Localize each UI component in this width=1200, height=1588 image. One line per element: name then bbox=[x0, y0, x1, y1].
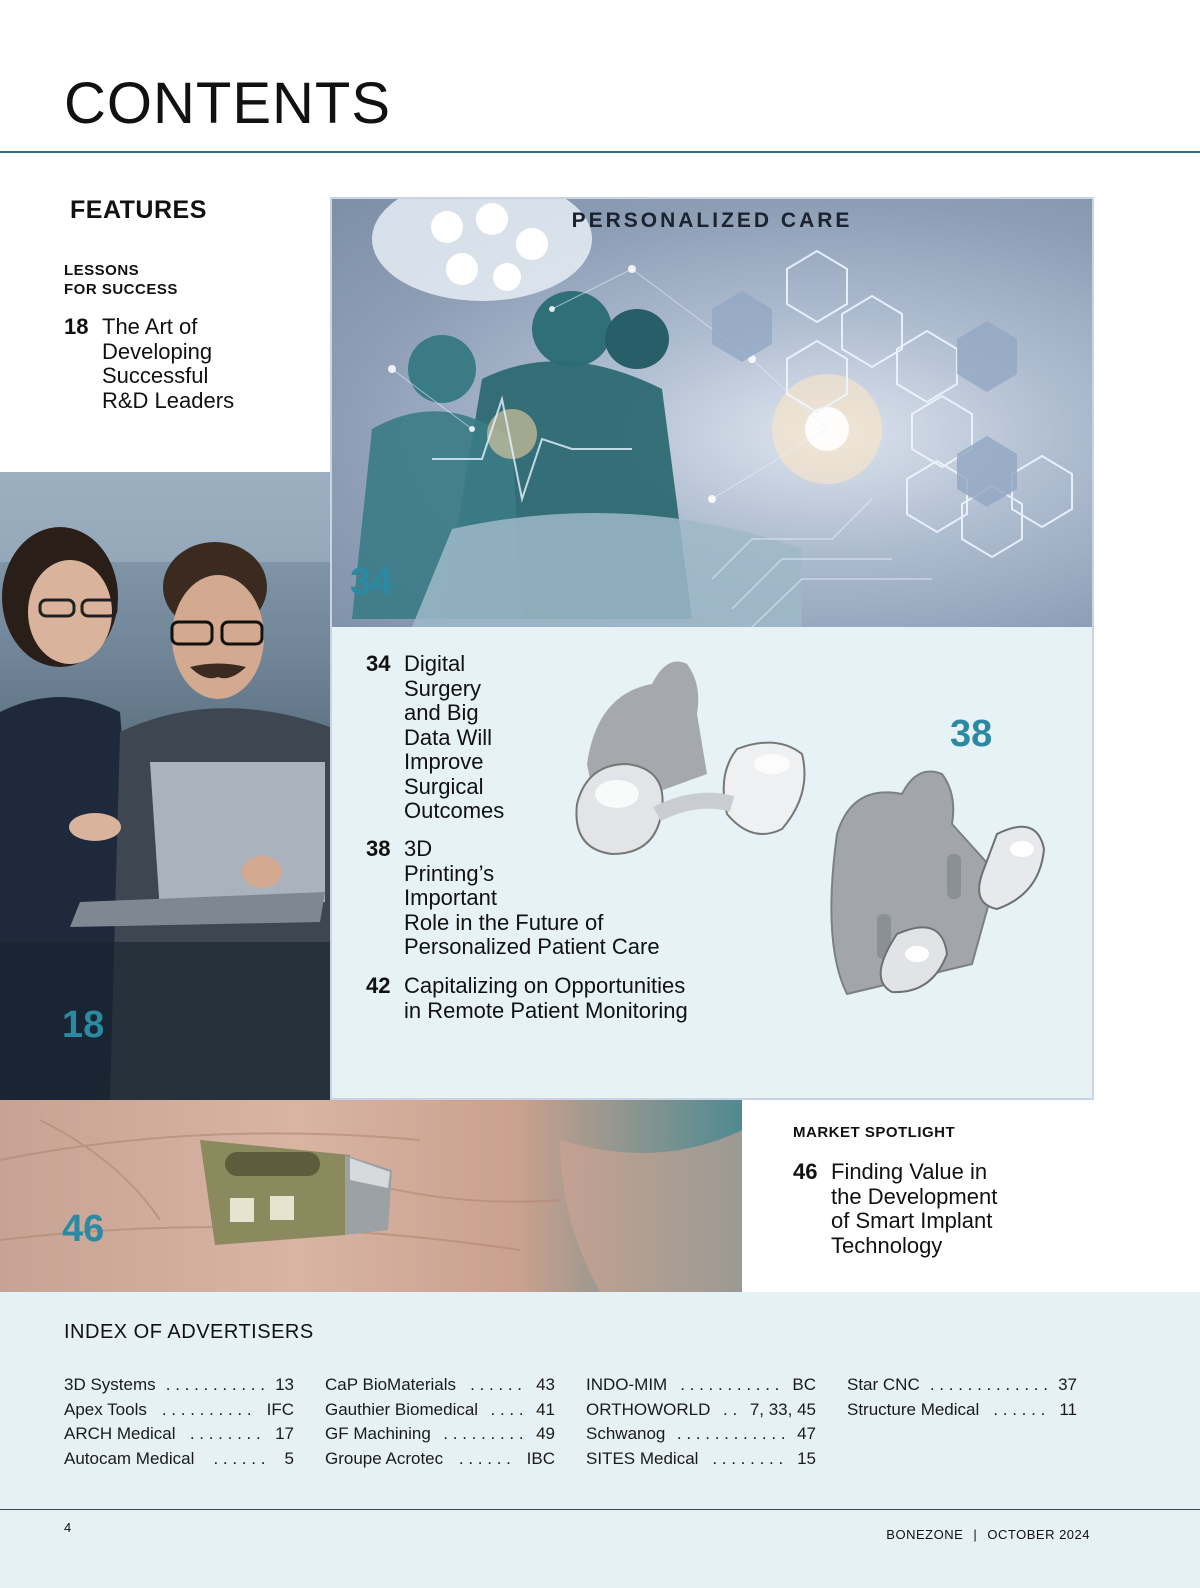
footer-separator: | bbox=[973, 1527, 978, 1542]
page-number: 4 bbox=[64, 1520, 72, 1535]
advertiser-page: BC bbox=[792, 1375, 816, 1394]
knee-implant-2-image bbox=[822, 764, 1052, 1004]
advertiser-page: 13 bbox=[275, 1375, 294, 1394]
advertiser-page: 15 bbox=[797, 1449, 816, 1469]
advertiser-row[interactable] bbox=[586, 1373, 816, 1398]
advertiser-page: 7, 33, 45 bbox=[749, 1399, 816, 1419]
advertiser-name: Groupe Acrotec bbox=[325, 1449, 444, 1469]
advertiser-row[interactable] bbox=[325, 1398, 555, 1423]
advertiser-page: 17 bbox=[275, 1424, 294, 1444]
advertiser-name: SITES Medical bbox=[586, 1449, 699, 1469]
advertiser-name: GF Machining bbox=[325, 1424, 431, 1444]
advertiser-name: ORTHOWORLD bbox=[586, 1399, 711, 1419]
index-heading: INDEX OF ADVERTISERS bbox=[64, 1321, 314, 1343]
toc-entry-title: Capitalizing on Opportunities in Remote Patient Monitoring bbox=[404, 973, 688, 1023]
advertiser-name: Gauthier Biomedical bbox=[325, 1399, 479, 1419]
surgery-photo-number: 34 bbox=[350, 561, 393, 603]
advertiser-name: ARCH Medical bbox=[64, 1424, 176, 1444]
people-laptop-illustration bbox=[0, 472, 330, 1100]
advertiser-name: Structure Medical bbox=[847, 1399, 980, 1419]
toc-entry-title: Finding Value in the Development of Smart Implant Technology bbox=[831, 1159, 998, 1258]
footer-rule bbox=[0, 1509, 1200, 1510]
advertiser-row[interactable] bbox=[325, 1422, 555, 1447]
advertiser-row[interactable] bbox=[64, 1447, 294, 1472]
advertiser-row[interactable] bbox=[325, 1447, 555, 1472]
advertiser-name: Autocam Medical bbox=[64, 1449, 195, 1469]
advertiser-leader: . . . . . . bbox=[454, 1449, 516, 1469]
toc-entry-number: 42 bbox=[366, 973, 391, 998]
lessons-kicker-line1: LESSONS bbox=[64, 262, 140, 279]
knee-implant-1-image bbox=[557, 654, 817, 864]
toc-entry-number: 46 bbox=[793, 1159, 818, 1184]
footer-publication-info bbox=[886, 1527, 1090, 1542]
advertiser-name: Apex Tools bbox=[64, 1399, 147, 1419]
toc-entry-title: 3D Printing’s Important Role in the Future of Personalized Patient Care bbox=[404, 836, 660, 959]
advertiser-page: IFC bbox=[266, 1399, 294, 1419]
advertiser-row[interactable] bbox=[64, 1373, 294, 1398]
advertiser-column-1 bbox=[64, 1373, 294, 1472]
market-spotlight-kicker: MARKET SPOTLIGHT bbox=[793, 1124, 956, 1141]
advertiser-row[interactable] bbox=[586, 1398, 816, 1423]
lessons-kicker-line2: FOR SUCCESS bbox=[64, 281, 178, 298]
toc-entry-number: 34 bbox=[366, 651, 391, 676]
implant-number: 38 bbox=[950, 713, 993, 755]
advertiser-leader: . . . . bbox=[485, 1399, 529, 1419]
people-photo-number: 18 bbox=[62, 1004, 105, 1046]
advertiser-row[interactable] bbox=[586, 1422, 816, 1447]
features-heading: FEATURES bbox=[70, 196, 207, 224]
advertiser-row[interactable] bbox=[64, 1398, 294, 1423]
advertiser-page: 5 bbox=[284, 1449, 294, 1469]
toc-entry-38[interactable] bbox=[366, 837, 660, 960]
toc-entry-number: 38 bbox=[366, 836, 391, 861]
people-laptop-photo bbox=[0, 472, 330, 1100]
advertiser-page: 49 bbox=[536, 1424, 555, 1444]
hand-photo-number: 46 bbox=[62, 1208, 105, 1250]
advertiser-column-4 bbox=[847, 1373, 1077, 1422]
advertiser-leader: . . . . . . . . . . . bbox=[675, 1375, 785, 1394]
smart-implant-illustration bbox=[0, 1100, 742, 1292]
advertiser-page: 41 bbox=[536, 1399, 555, 1419]
advertiser-row[interactable] bbox=[325, 1373, 555, 1398]
advertiser-row[interactable] bbox=[847, 1373, 1077, 1398]
advertiser-leader: . . bbox=[718, 1399, 742, 1419]
advertiser-leader: . . . . . . . . . . . . . bbox=[925, 1375, 1053, 1394]
advertiser-name: 3D Systems bbox=[64, 1375, 156, 1394]
page-title: CONTENTS bbox=[64, 71, 391, 136]
advertiser-page: IBC bbox=[526, 1449, 555, 1469]
surgery-photo bbox=[332, 199, 1092, 627]
advertiser-leader: . . . . . . bbox=[988, 1399, 1051, 1419]
toc-entry-title: Digital Surgery and Big Data Will Improve Surgical Outcomes bbox=[404, 651, 505, 823]
advertiser-leader: . . . . . . bbox=[208, 1449, 271, 1469]
footer-band bbox=[0, 1510, 1200, 1588]
advertiser-leader: . . . . . . . . . . . . bbox=[672, 1424, 791, 1444]
advertiser-leader: . . . . . . . . . bbox=[438, 1424, 529, 1444]
title-rule bbox=[0, 151, 1200, 153]
advertiser-page: 11 bbox=[1059, 1399, 1077, 1419]
toc-entry-46[interactable] bbox=[793, 1160, 997, 1258]
advertiser-leader: . . . . . . . . . . bbox=[157, 1399, 257, 1419]
advertiser-leader: . . . . . . . . . . . bbox=[161, 1375, 270, 1394]
personalized-care-section bbox=[330, 197, 1094, 1100]
advertiser-name: INDO-MIM bbox=[586, 1375, 668, 1394]
advertiser-leader: . . . . . . . . bbox=[185, 1424, 266, 1444]
advertiser-column-3 bbox=[586, 1373, 816, 1472]
advertiser-row[interactable] bbox=[64, 1422, 294, 1447]
advertiser-name: Schwanog bbox=[586, 1424, 666, 1444]
smart-implant-hand-photo bbox=[0, 1100, 742, 1292]
publication-name: BONEZONE bbox=[886, 1527, 964, 1542]
advertiser-name: Star CNC bbox=[847, 1375, 920, 1394]
advertiser-column-2 bbox=[325, 1373, 555, 1472]
advertiser-row[interactable] bbox=[586, 1447, 816, 1472]
personalized-care-label: PERSONALIZED CARE bbox=[571, 209, 853, 232]
toc-entry-title: The Art of Developing Successful R&D Leaders bbox=[102, 314, 235, 413]
toc-entry-42[interactable] bbox=[366, 974, 688, 1023]
toc-entry-number: 18 bbox=[64, 314, 89, 339]
issue-date: OCTOBER 2024 bbox=[987, 1527, 1090, 1542]
advertiser-leader: . . . . . . . . bbox=[707, 1449, 788, 1469]
advertiser-page: 43 bbox=[536, 1375, 555, 1394]
surgery-illustration bbox=[332, 199, 1092, 627]
advertiser-page: 37 bbox=[1058, 1375, 1077, 1394]
advertiser-leader: . . . . . . bbox=[465, 1375, 527, 1394]
advertiser-name: CaP BioMaterials bbox=[325, 1375, 457, 1394]
toc-entry-34[interactable] bbox=[366, 652, 504, 824]
advertiser-page: 47 bbox=[797, 1424, 816, 1444]
lessons-kicker bbox=[64, 261, 178, 299]
advertiser-row[interactable] bbox=[847, 1398, 1077, 1423]
toc-entry-18[interactable] bbox=[64, 315, 234, 413]
